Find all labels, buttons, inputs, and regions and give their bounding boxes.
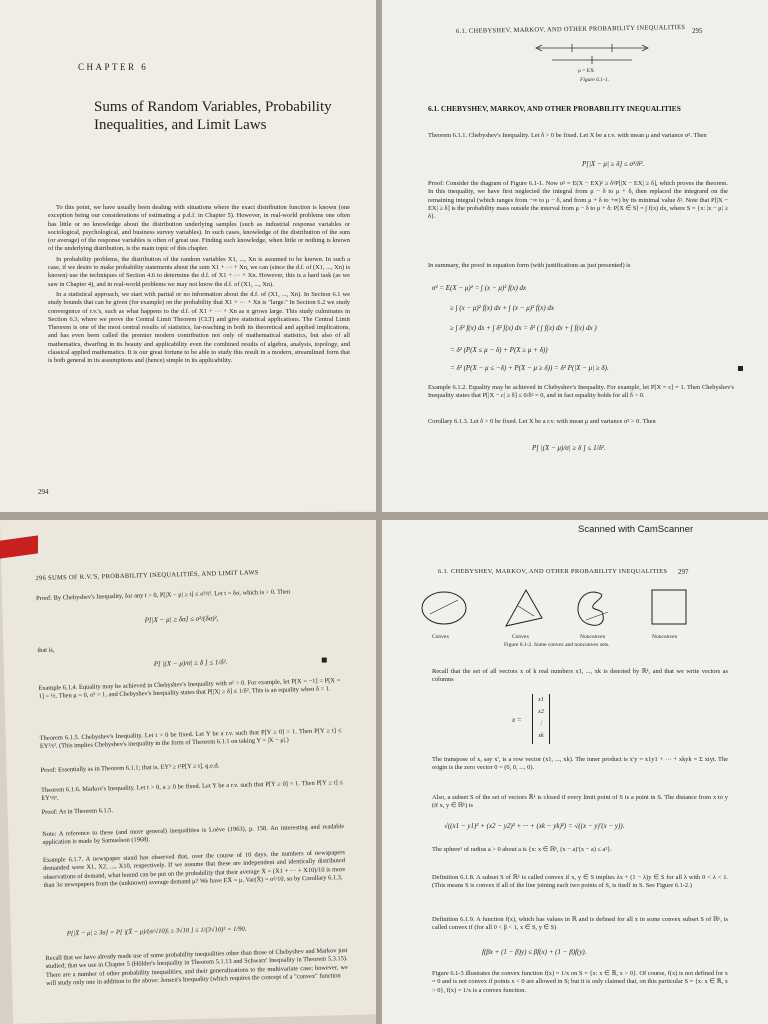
theorem-equation: P[|X − μ| ≥ δ] ≤ σ²/δ².	[582, 160, 645, 168]
example-6-1-2: Example 6.1.2. Equality may be achieved in Chebyshev's Inequality. For example, let P[X = c] = 1. Then Chebyshev's Inequality states that P[|X − c| ≥ δ] ≤ 0/δ² = 0, and in fact equality holds for all δ > 0.	[428, 384, 734, 400]
ellipse-chord-line	[430, 600, 458, 614]
running-head: 6.1. CHEBYSHEV, MARKOV, AND OTHER PROBABILITY INEQUALITIES	[438, 568, 668, 575]
page-294	[0, 0, 376, 512]
running-head: 296 SUMS OF R.V.'S, PROBABILITY INEQUALITIES, AND LIMIT LAWS	[35, 569, 259, 583]
intro-paragraph-2: In probability problems, the distribution of the random variables X1, ..., Xn is assumed to be known. In such a case, if we desire to make probability statements about the sum X1 + ··· + Xn, we can (since the d.f. of (X1, ..., Xn) is known) use the techniques of Section 4.6 to determine the d.f. of X1 + ··· + Xn. However, this is a hard task (as we saw in Chapter 4), and in real-world problems we may not know the d.f. of (X1, ..., Xn).	[48, 255, 350, 288]
figure-caption: Figure 6.1-1.	[580, 77, 609, 83]
theorem-6-1-1: Theorem 6.1.1. Chebyshev's Inequality. Let δ > 0 be fixed. Let X be a r.v. with mean μ and variance σ². Then	[428, 132, 707, 139]
theorem-6-1-5: Theorem 6.1.5. Chebyshev's Inequality. Let t > 0 be fixed. Let Y be a r.v. such that P[Y ≥ 0] = 1. Then P[Y ≥ t] ≤ EY²/t². (This implies Chebyshev's inequality in the form of Theorem 6.1.1 on taking Y = |X − μ|.)	[39, 727, 342, 751]
corollary-equation: P[ |(X − μ)/σ| ≥ δ ] ≤ 1/δ².	[532, 444, 606, 452]
vector-entry-1: x1	[538, 697, 544, 703]
page-number: 295	[692, 27, 703, 35]
proof-equation-1: P[|X − μ| ≥ δσ] ≤ σ²/(δσ)²,	[144, 614, 219, 625]
figure-6-1-3-paragraph: Figure 6.1-3 illustrates the convex function f(x) = 1/x on S = {x: x ∈ ℝ, x > 0}. Of course, f(x) is not defined for x = 0 and is not convex if points x < 0 are allowed in S; but it is only claimed that, on this particular S = {x: x ∈ ℝ, x > 0}, f(x) = 1/x is a convex function.	[432, 970, 728, 994]
that-is-text: that is,	[37, 646, 55, 655]
figure-label-convex-1: Convex	[432, 634, 450, 640]
horizontal-gutter	[0, 512, 768, 520]
recall-paragraph: Recall that the set of all vectors x of k real numbers x1, ..., xk is denoted by ℝᵏ, and that we write vectors as columns	[432, 668, 728, 684]
proof-6-1-6: Proof: As in Theorem 6.1.5.	[41, 807, 114, 817]
figure-caption: Figure 6.1-2. Some convex and nonconvex sets.	[504, 642, 610, 648]
example-equation: P[|X̄ − μ| ≥ 3σ] = P[ |(X̄ − μ)/(σ/√10)| ≥ 3√10 ] ≤ 1/(3√10)² = 1/90.	[66, 925, 247, 938]
figure-label-convex-2: Convex	[512, 634, 530, 640]
nonconvex-square-shape	[652, 590, 686, 624]
page-number: 294	[38, 488, 49, 496]
column-vector	[532, 694, 550, 744]
sphere-definition: The sphere¹ of radius a > 0 about a is {x: x ∈ ℝᵏ, (x − a)′(x − a) ≤ a²}.	[432, 846, 612, 853]
qed-mark	[738, 366, 743, 371]
example-6-1-7: Example 6.1.7. A newspaper stand has observed that, over the course of 10 days, the numbers of newspapers demanded were X1, X2, ..., X10, respectively. If we assume that these are independent and identically distributed observations of demand, what bound can be put on the probability that their average X̄ = (X1 + ··· + X10)/10 is more than 3σ newspapers from the (unknown) average demand μ? We have EX̄ = μ, Var(X̄) = σ²/10, so by Corollary 6.1.3,	[42, 849, 346, 889]
section-heading: 6.1. CHEBYSHEV, MARKOV, AND OTHER PROBABILITY INEQUALITIES	[428, 104, 681, 113]
vector-entry-4: xk	[538, 733, 544, 739]
proof-eq-2: ≥ ∫ (x − μ)² f(x) dx + ∫ (x − μ)² f(x) dx	[450, 304, 555, 312]
convex-triangle-shape	[506, 590, 542, 626]
example-6-1-4: Example 6.1.4. Equality may be achieved in Chebyshev's Inequality with σ² > 0. For example, let P[X = −1] = P[X = 1] = ½. Then μ = 0, σ² = 1, and Chebyshev's Inequality states that P[|X| ≥ δ] ≤ 1/δ². This is an equality when δ = 1.	[38, 677, 341, 701]
summary-text: In summary, the proof in equation form (with justifications as just presented) is	[428, 262, 631, 269]
running-head: 6.1. CHEBYSHEV, MARKOV, AND OTHER PROBABILITY INEQUALITIES	[455, 23, 686, 36]
distance-equation: √((x1 − y1)² + (x2 − y2)² + ··· + (xk − yk)²) = √((x − y)′(x − y)).	[444, 822, 625, 830]
vector-entry-3: ⋮	[538, 721, 544, 727]
proof-6-1-5: Proof: Essentially as in Theorem 6.1.1; that is, EY² ≥ t²P[Y ≥ t], q.e.d.	[40, 762, 220, 775]
proof-eq-5: = δ² (P(X − μ ≤ −δ) + P(X − μ ≥ δ)) = δ² P(|X − μ| ≥ δ).	[450, 364, 609, 372]
page-297	[382, 520, 768, 1024]
convex-ellipse-shape	[422, 592, 466, 624]
intro-paragraph-1: To this point, we have usually been dealing with situations where the exact distribution function is known (one exception being our considerations of estimating a p.d.f. in Chapter 5). However, in real-world problems one often has little or no knowledge about the distribution underlying samples (such as industrial response variables or sociological, psychological, and business survey variables). In such cases, knowledge of the distribution of the sum (or average) of the response variables is often of great use. Finding such knowledge, when little or nothing is known of the underlying distribution, is the main topic of this chapter.	[48, 204, 350, 253]
proof-eq-3: ≥ ∫ δ² f(x) dx + ∫ δ² f(x) dx = δ² ( ∫ f(x) dx + ∫ f(x) dx )	[450, 324, 597, 332]
proof-eq-1: σ² = E(X − μ)² = ∫ (x − μ)² f(x) dx	[432, 284, 527, 292]
page-number: 297	[678, 568, 689, 576]
intro-paragraph-3: In a statistical approach, we start with partial or no information about the d.f. of (X1, ..., Xn). In Section 6.1 we study bounds that can be given (for example) on the probability that X1 + ··· + Xn is "large." In Section 6.2 we study convergence of r.v.'s, such as what happens to the d.f. of X1 + ··· + Xn as n grows large. This study culminates in Section 6.3, where we prove the Central Limit Theorem (CLT) and give statistical applications. The Central Limit Theorem is one of the most central results of statistics, far-reaching in both its theoretical and applied implications, and has even been called the premier modern contribution not only of mathematical statistics, but also of all mathematics, dwarfing in its beauty and applicability even the combined results of algebra, analysis, topology, and classical applied mathematics. It is our great fortune to be able to study this result in a modern, streamlined form that is both general in its assumptions and (hence) simple in its applicability.	[48, 290, 350, 365]
proof-equation-2: P[ |(X − μ)/σ| ≥ δ ] ≤ 1/δ².	[153, 658, 228, 669]
transpose-paragraph: The transpose of x, say x′, is a row vector (x1, ..., xk). The inner product is x′y = x1y1 + ··· + xkyk = Σ xiyi. The origin is the zero vector 0 = (0, 0, ..., 0).	[432, 756, 728, 772]
figure-label-nonconvex-1: Nonconvex	[580, 634, 606, 640]
recall-paragraph: Recall that we have already made use of some probability inequalities other than those of Chebyshev and Markov just studied; that we use in Chapter 5 (Hölder's Inequality in Theorem 5.1.13 and Schwarz' Inequality in Theorem 5.3.15). There are a number of other probability inequalities, and their generalizations to the multivariate case; however, we will study only one in addition to the above: Jensen's Inequality (which requires the concept of a "convex" function	[45, 947, 348, 987]
page-296	[0, 510, 389, 1024]
convexity-equation: f(βx + (1 − β)y) ≤ βf(x) + (1 − β)f(y).	[482, 948, 587, 956]
note-text: Note: A reference to these (and more general) inequalities is Loève (1963), p. 158. An interesting and readable application is made by Samuelson (1968).	[42, 823, 345, 847]
page-295	[382, 0, 768, 512]
blob-chord-line	[586, 612, 608, 620]
camscanner-watermark: Scanned with CamScanner	[578, 524, 694, 535]
corollary-6-1-3: Corollary 6.1.3. Let δ > 0 be fixed. Let X be a r.v. with mean μ and variance σ² > 0. Then	[428, 418, 656, 425]
nonconvex-blob-shape	[578, 592, 603, 625]
vector-entry-2: x2	[538, 709, 544, 715]
vector-lhs: x =	[512, 716, 522, 724]
chapter-title: Sums of Random Variables, Probability Inequalities, and Limit Laws	[94, 99, 332, 133]
qed-mark	[322, 657, 327, 662]
closed-set-paragraph: Also, a subset S of the set of vectors ℝᵏ is closed if every limit point of S is a point in S. The distance from x to y (if x, y ∈ ℝᵏ) is	[432, 794, 728, 810]
definition-6-1-8: Definition 6.1.8. A subset S of ℝᵏ is called convex if x, y ∈ S implies λx + (1 − λ)y ∈ S for all λ with 0 < λ < 1. (This means S is convex if all of the line joining each two points of S, is itself in S. See Figure 6.1-2.)	[432, 874, 728, 890]
proof-eq-4: = δ² (P(X ≤ μ − δ) + P(X ≥ μ + δ))	[450, 346, 548, 354]
figure-6-1-2-shapes	[418, 582, 708, 634]
chapter-intro	[48, 204, 350, 368]
figure-label-nonconvex-2: Nonconvex	[652, 634, 678, 640]
theorem-6-1-6: Theorem 6.1.6. Markov's Inequality. Let t > 0, a ≥ 0 be fixed. Let Y be a r.v. such that P[Y ≥ 0] = 1. Then P[Y ≥ t] ≤ EYᵃ/tᵃ.	[41, 779, 344, 803]
triangle-chord-line	[518, 606, 534, 616]
definition-6-1-9: Definition 6.1.9. A function f(x), which has values in ℝ and is defined for all x in some convex subset S of ℝᵏ, is called convex if (for all 0 < β < 1, x ∈ S, y ∈ S)	[432, 916, 728, 932]
proof-paragraph: Proof: Consider the diagram of Figure 6.1-1. Now σ² = E(X − EX)² ≥ δ²P[|X − EX| ≥ δ], which proves the theorem. In this inequality, we have first neglected the integral from μ − δ to μ + δ, then replaced the integrand on the remaining integral (which ranges from −∞ to μ − δ, and from μ + δ to +∞) by its minimal value δ². Note that P[|X − EX| ≥ δ] is the probability mass outside the interval from μ − δ to μ + δ: P[X ∈ S] = ∫ f(x) dx, where S = {x: |x − μ| ≥ δ}.	[428, 180, 728, 221]
proof-text: Proof: By Chebyshev's Inequality, for any t > 0, P[|X − μ| ≥ t] ≤ σ²/t². Let t = δσ, which is > 0. Then	[35, 588, 291, 603]
figure-mu-label: μ = EX	[578, 68, 595, 74]
chapter-label: CHAPTER 6	[78, 62, 149, 72]
